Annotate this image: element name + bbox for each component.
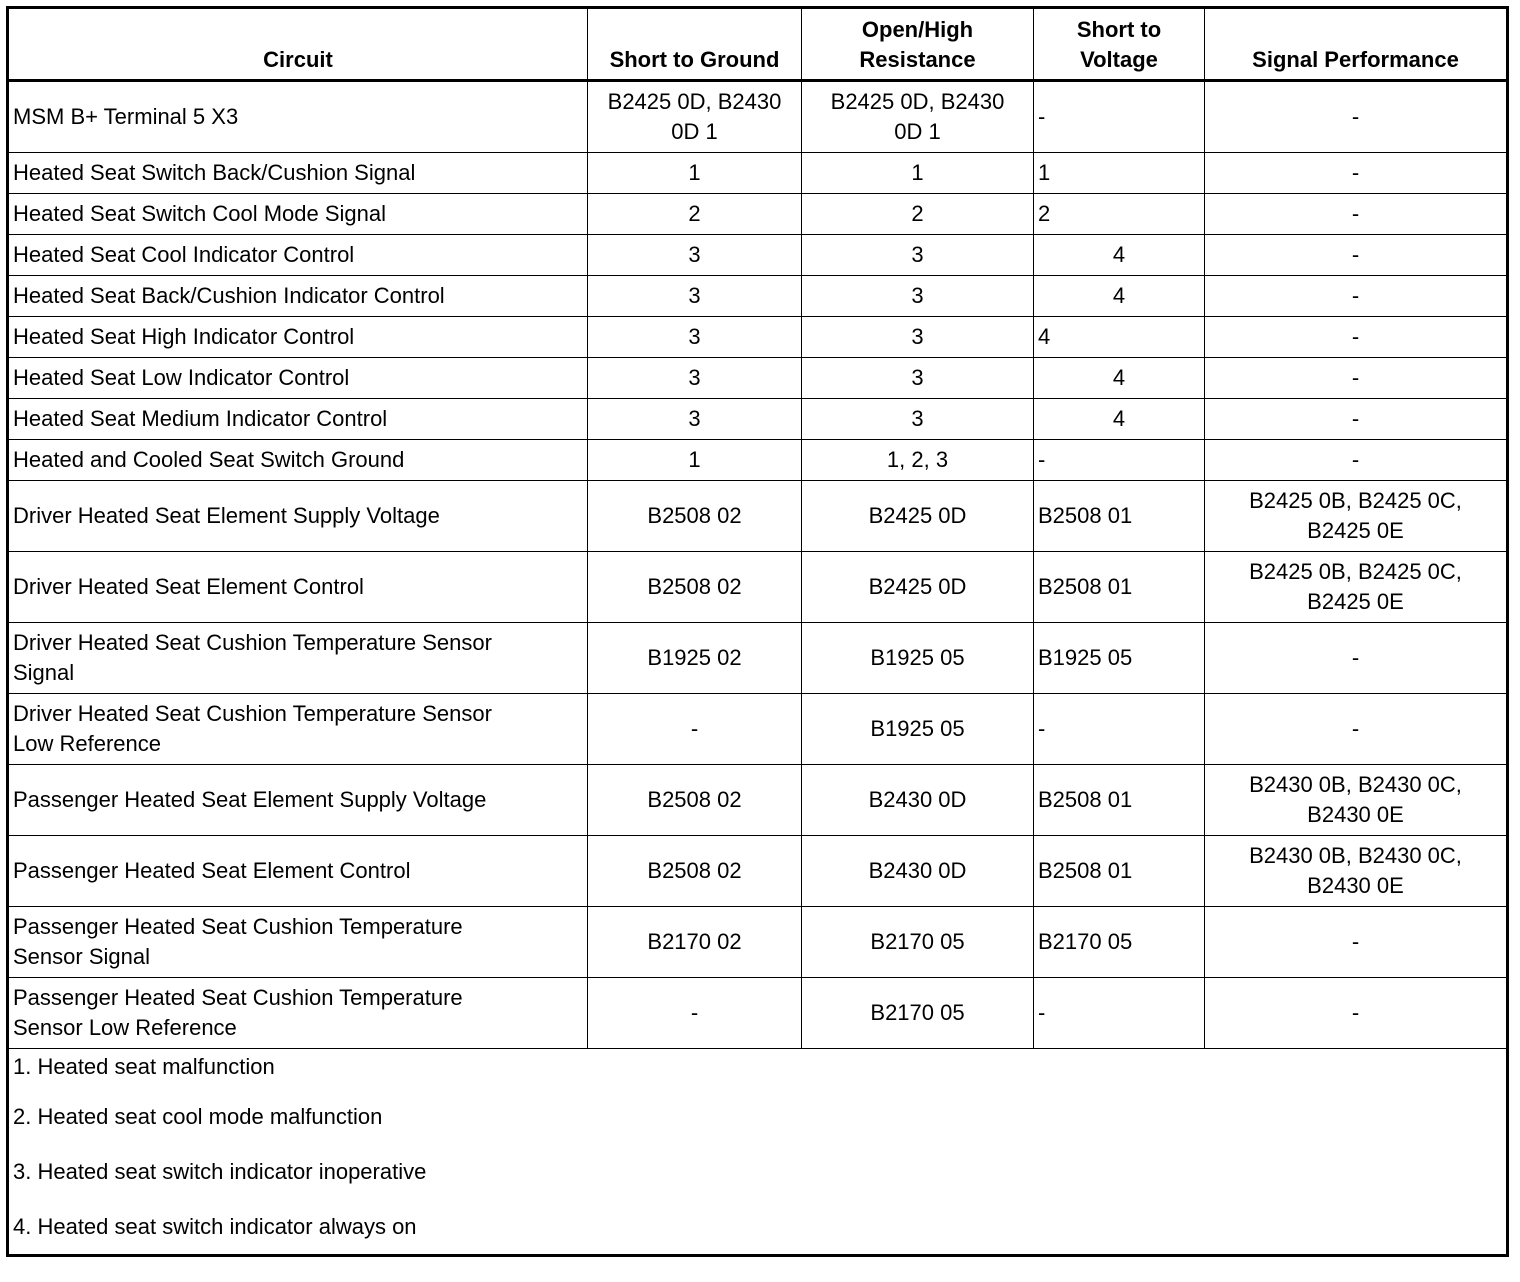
circuit-cell: Driver Heated Seat Cushion Temperature Sensor Signal [8, 623, 588, 694]
table-row [8, 358, 1508, 399]
circuit-cell: Heated Seat Medium Indicator Control [8, 399, 588, 440]
short-to-voltage-cell: 4 [1034, 358, 1205, 399]
table-row [8, 694, 1508, 765]
signal-performance-cell: B2425 0B, B2425 0C, B2425 0E [1205, 481, 1508, 552]
open-high-resistance-cell: 1 [802, 153, 1034, 194]
circuit-fault-table [6, 6, 1509, 1257]
circuit-cell: Driver Heated Seat Element Supply Voltage [8, 481, 588, 552]
header-circuit: Circuit [8, 8, 588, 81]
short-to-voltage-cell: B1925 05 [1034, 623, 1205, 694]
circuit-cell: Driver Heated Seat Element Control [8, 552, 588, 623]
short-to-ground-cell: - [588, 694, 802, 765]
note-3: 3. Heated seat switch indicator inoperative [13, 1159, 427, 1184]
short-to-ground-cell: B2508 02 [588, 836, 802, 907]
open-high-resistance-cell: 3 [802, 399, 1034, 440]
open-high-resistance-cell: 1, 2, 3 [802, 440, 1034, 481]
table-row [8, 765, 1508, 836]
open-high-resistance-cell: B2430 0D [802, 836, 1034, 907]
short-to-ground-cell: 1 [588, 440, 802, 481]
circuit-cell: Heated Seat Back/Cushion Indicator Control [8, 276, 588, 317]
table-row [8, 276, 1508, 317]
signal-performance-cell: - [1205, 907, 1508, 978]
table-row [8, 81, 1508, 153]
signal-performance-cell: B2430 0B, B2430 0C, B2430 0E [1205, 836, 1508, 907]
short-to-ground-cell: 1 [588, 153, 802, 194]
short-to-voltage-cell: 4 [1034, 276, 1205, 317]
circuit-cell: Passenger Heated Seat Cushion Temperature Sensor Low Reference [8, 978, 588, 1049]
short-to-ground-cell: 3 [588, 399, 802, 440]
open-high-resistance-cell: B2430 0D [802, 765, 1034, 836]
open-high-resistance-cell: B2170 05 [802, 907, 1034, 978]
note-4: 4. Heated seat switch indicator always on [13, 1214, 417, 1239]
table-row [8, 978, 1508, 1049]
notes-cell [8, 1049, 1508, 1256]
circuit-cell: Heated Seat Switch Back/Cushion Signal [8, 153, 588, 194]
short-to-ground-cell: - [588, 978, 802, 1049]
table-row [8, 235, 1508, 276]
circuit-cell: Heated Seat Switch Cool Mode Signal [8, 194, 588, 235]
open-high-resistance-cell: B2425 0D [802, 552, 1034, 623]
open-high-resistance-cell: B2425 0D [802, 481, 1034, 552]
short-to-ground-cell: 3 [588, 276, 802, 317]
short-to-voltage-cell: - [1034, 81, 1205, 153]
short-to-voltage-cell: 4 [1034, 399, 1205, 440]
table-row [8, 153, 1508, 194]
table-row [8, 317, 1508, 358]
short-to-ground-cell: 3 [588, 235, 802, 276]
signal-performance-cell: - [1205, 399, 1508, 440]
short-to-ground-cell: B2508 02 [588, 765, 802, 836]
open-high-resistance-cell: B1925 05 [802, 623, 1034, 694]
header-open-high-resistance: Open/High Resistance [802, 8, 1034, 81]
short-to-voltage-cell: B2508 01 [1034, 481, 1205, 552]
signal-performance-cell: B2430 0B, B2430 0C, B2430 0E [1205, 765, 1508, 836]
header-short-to-voltage: Short to Voltage [1034, 8, 1205, 81]
short-to-ground-cell: B2425 0D, B2430 0D 1 [588, 81, 802, 153]
notes-row [8, 1049, 1508, 1256]
table-body [8, 81, 1508, 1049]
short-to-voltage-cell: B2170 05 [1034, 907, 1205, 978]
short-to-ground-cell: B2508 02 [588, 552, 802, 623]
table-row [8, 481, 1508, 552]
open-high-resistance-cell: B2425 0D, B2430 0D 1 [802, 81, 1034, 153]
circuit-cell: Passenger Heated Seat Cushion Temperature Sensor Signal [8, 907, 588, 978]
open-high-resistance-cell: 2 [802, 194, 1034, 235]
short-to-ground-cell: 2 [588, 194, 802, 235]
signal-performance-cell: - [1205, 623, 1508, 694]
short-to-voltage-cell: B2508 01 [1034, 836, 1205, 907]
signal-performance-cell: - [1205, 358, 1508, 399]
circuit-cell: Heated Seat High Indicator Control [8, 317, 588, 358]
circuit-cell: Heated Seat Cool Indicator Control [8, 235, 588, 276]
header-signal-performance: Signal Performance [1205, 8, 1508, 81]
short-to-voltage-cell: 4 [1034, 235, 1205, 276]
note-1: 1. Heated seat malfunction [13, 1054, 275, 1079]
table-row [8, 399, 1508, 440]
signal-performance-cell: - [1205, 81, 1508, 153]
short-to-voltage-cell: B2508 01 [1034, 552, 1205, 623]
signal-performance-cell: - [1205, 440, 1508, 481]
signal-performance-cell: - [1205, 153, 1508, 194]
short-to-voltage-cell: 4 [1034, 317, 1205, 358]
table-row [8, 552, 1508, 623]
table-row [8, 194, 1508, 235]
short-to-ground-cell: B2508 02 [588, 481, 802, 552]
short-to-voltage-cell: 1 [1034, 153, 1205, 194]
open-high-resistance-cell: B1925 05 [802, 694, 1034, 765]
table-row [8, 836, 1508, 907]
open-high-resistance-cell: 3 [802, 358, 1034, 399]
signal-performance-cell: - [1205, 194, 1508, 235]
signal-performance-cell: B2425 0B, B2425 0C, B2425 0E [1205, 552, 1508, 623]
open-high-resistance-cell: 3 [802, 235, 1034, 276]
short-to-ground-cell: 3 [588, 317, 802, 358]
signal-performance-cell: - [1205, 235, 1508, 276]
short-to-ground-cell: 3 [588, 358, 802, 399]
short-to-ground-cell: B1925 02 [588, 623, 802, 694]
table-row [8, 440, 1508, 481]
signal-performance-cell: - [1205, 694, 1508, 765]
open-high-resistance-cell: 3 [802, 317, 1034, 358]
circuit-cell: Driver Heated Seat Cushion Temperature Sensor Low Reference [8, 694, 588, 765]
header-row [8, 8, 1508, 81]
circuit-cell: MSM B+ Terminal 5 X3 [8, 81, 588, 153]
circuit-cell: Passenger Heated Seat Element Control [8, 836, 588, 907]
short-to-voltage-cell: B2508 01 [1034, 765, 1205, 836]
circuit-cell: Heated Seat Low Indicator Control [8, 358, 588, 399]
short-to-voltage-cell: 2 [1034, 194, 1205, 235]
signal-performance-cell: - [1205, 317, 1508, 358]
table-row [8, 623, 1508, 694]
short-to-voltage-cell: - [1034, 440, 1205, 481]
open-high-resistance-cell: 3 [802, 276, 1034, 317]
note-2: 2. Heated seat cool mode malfunction [13, 1104, 383, 1129]
diagnostic-table-container [6, 6, 1506, 1257]
circuit-cell: Passenger Heated Seat Element Supply Voltage [8, 765, 588, 836]
short-to-ground-cell: B2170 02 [588, 907, 802, 978]
short-to-voltage-cell: - [1034, 978, 1205, 1049]
open-high-resistance-cell: B2170 05 [802, 978, 1034, 1049]
short-to-voltage-cell: - [1034, 694, 1205, 765]
signal-performance-cell: - [1205, 978, 1508, 1049]
table-row [8, 907, 1508, 978]
header-short-to-ground: Short to Ground [588, 8, 802, 81]
circuit-cell: Heated and Cooled Seat Switch Ground [8, 440, 588, 481]
signal-performance-cell: - [1205, 276, 1508, 317]
